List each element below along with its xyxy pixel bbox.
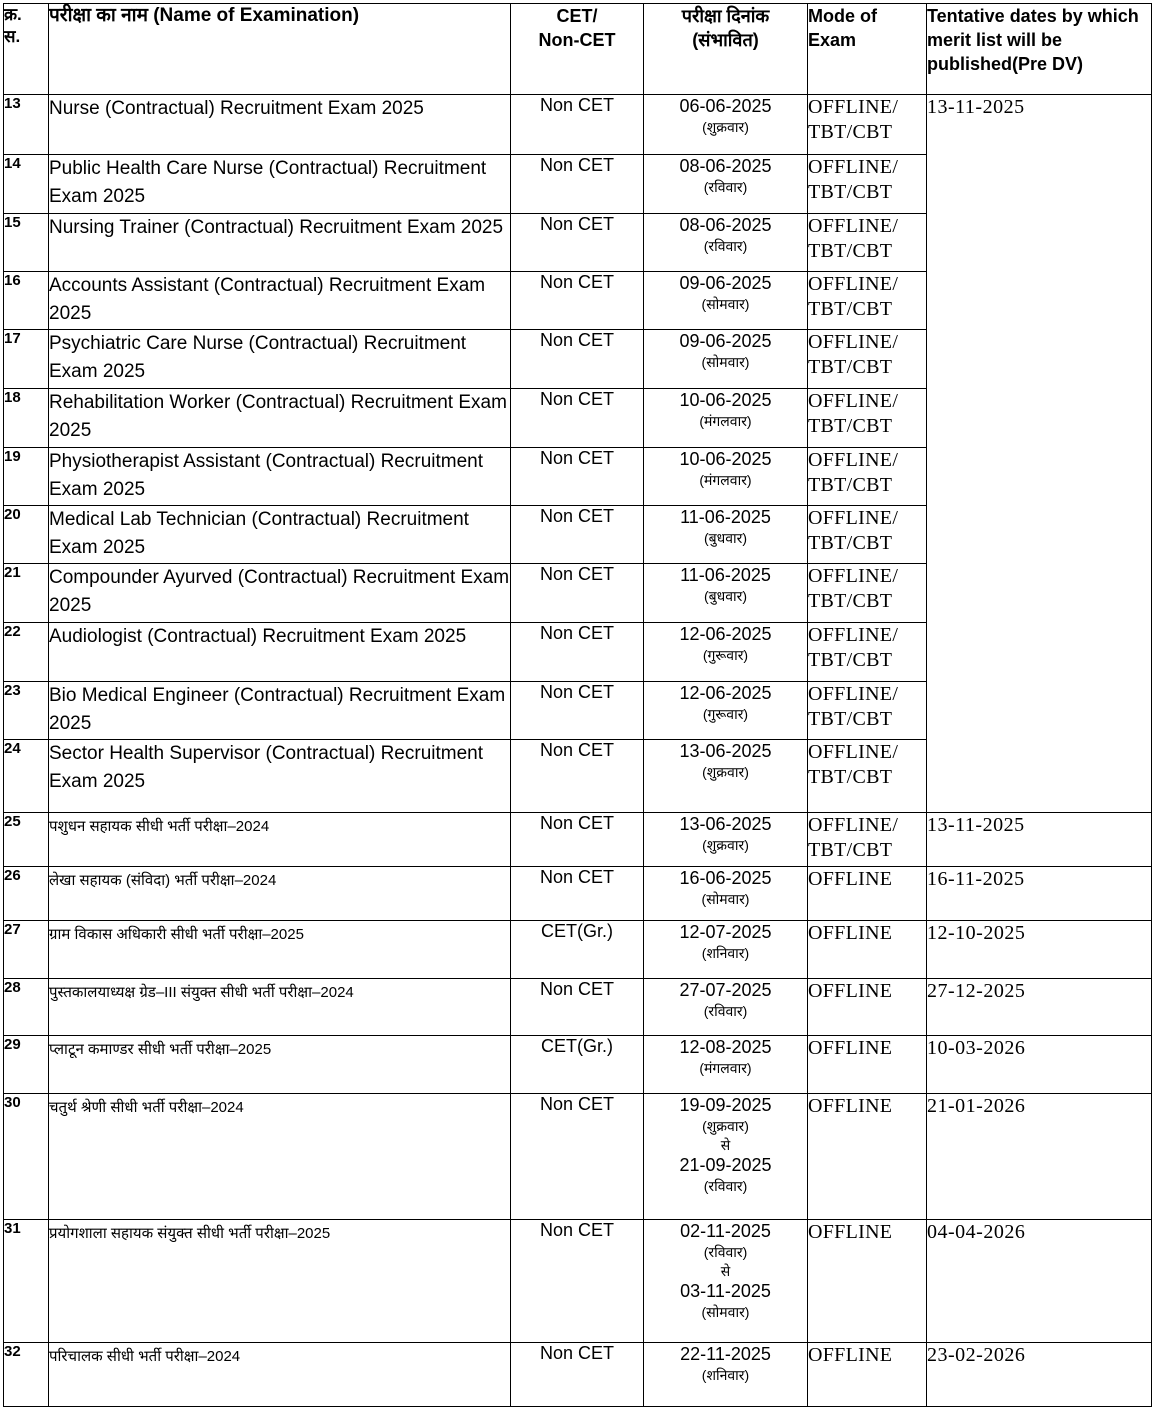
exam-mode-cell: OFFLINE bbox=[808, 867, 927, 921]
serial-number-cell: 27 bbox=[4, 921, 49, 979]
cet-type-cell: Non CET bbox=[511, 813, 644, 867]
serial-number-cell: 25 bbox=[4, 813, 49, 867]
header-merit-date: Tentative dates by which merit list will be published(Pre DV) bbox=[927, 4, 1152, 95]
exam-mode-cell: OFFLINE/ TBT/CBT bbox=[808, 272, 927, 330]
cet-type-cell: Non CET bbox=[511, 979, 644, 1036]
header-row bbox=[4, 4, 1152, 95]
exam-date-cell: 09-06-2025 (सोमवार) bbox=[644, 330, 808, 389]
serial-number-cell: 28 bbox=[4, 979, 49, 1036]
exam-name-cell: Bio Medical Engineer (Contractual) Recruitment Exam 2025 bbox=[49, 682, 511, 740]
serial-number-cell: 31 bbox=[4, 1220, 49, 1343]
table-row bbox=[4, 95, 1152, 155]
serial-number-cell: 17 bbox=[4, 330, 49, 389]
cet-type-cell: Non CET bbox=[511, 155, 644, 214]
exam-name-cell: Public Health Care Nurse (Contractual) Recruitment Exam 2025 bbox=[49, 155, 511, 214]
cet-type-cell: Non CET bbox=[511, 330, 644, 389]
exam-date-cell: 12-07-2025 (शनिवार) bbox=[644, 921, 808, 979]
exam-mode-cell: OFFLINE bbox=[808, 1094, 927, 1220]
exam-date-cell: 11-06-2025 (बुधवार) bbox=[644, 506, 808, 564]
exam-name-cell: चतुर्थ श्रेणी सीधी भर्ती परीक्षा–2024 bbox=[49, 1094, 511, 1220]
exam-name-cell: Psychiatric Care Nurse (Contractual) Recruitment Exam 2025 bbox=[49, 330, 511, 389]
table-row bbox=[4, 1220, 1152, 1343]
exam-name-cell: Nursing Trainer (Contractual) Recruitment Exam 2025 bbox=[49, 214, 511, 272]
exam-date-cell: 08-06-2025 (रविवार) bbox=[644, 155, 808, 214]
cet-type-cell: Non CET bbox=[511, 682, 644, 740]
merit-date-cell: 16-11-2025 bbox=[927, 867, 1152, 921]
cet-type-cell: Non CET bbox=[511, 1094, 644, 1220]
cet-type-cell: Non CET bbox=[511, 506, 644, 564]
exam-name-cell: ग्राम विकास अधिकारी सीधी भर्ती परीक्षा–2025 bbox=[49, 921, 511, 979]
table-row bbox=[4, 921, 1152, 979]
serial-number-cell: 30 bbox=[4, 1094, 49, 1220]
table-row bbox=[4, 1036, 1152, 1094]
merit-date-cell: 13-11-2025 bbox=[927, 95, 1152, 813]
serial-number-cell: 16 bbox=[4, 272, 49, 330]
cet-type-cell: Non CET bbox=[511, 740, 644, 813]
exam-mode-cell: OFFLINE bbox=[808, 1220, 927, 1343]
cet-type-cell: Non CET bbox=[511, 389, 644, 448]
exam-date-cell: 27-07-2025 (रविवार) bbox=[644, 979, 808, 1036]
exam-name-cell: Sector Health Supervisor (Contractual) Recruitment Exam 2025 bbox=[49, 740, 511, 813]
header-exam-date: परीक्षा दिनांक (संभावित) bbox=[644, 4, 808, 95]
serial-number-cell: 23 bbox=[4, 682, 49, 740]
cet-type-cell: Non CET bbox=[511, 272, 644, 330]
exam-date-cell: 13-06-2025 (शुक्रवार) bbox=[644, 813, 808, 867]
serial-number-cell: 32 bbox=[4, 1343, 49, 1407]
merit-date-cell: 21-01-2026 bbox=[927, 1094, 1152, 1220]
header-mode: Mode of Exam bbox=[808, 4, 927, 95]
exam-name-cell: पुस्तकालयाध्यक्ष ग्रेड–III संयुक्त सीधी भर्ती परीक्षा–2024 bbox=[49, 979, 511, 1036]
exam-name-cell: Compounder Ayurved (Contractual) Recruitment Exam 2025 bbox=[49, 564, 511, 623]
merit-date-cell: 12-10-2025 bbox=[927, 921, 1152, 979]
exam-mode-cell: OFFLINE bbox=[808, 1036, 927, 1094]
cet-type-cell: Non CET bbox=[511, 214, 644, 272]
exam-mode-cell: OFFLINE bbox=[808, 1343, 927, 1407]
exam-name-cell: प्लाटून कमाण्डर सीधी भर्ती परीक्षा–2025 bbox=[49, 1036, 511, 1094]
exam-mode-cell: OFFLINE/ TBT/CBT bbox=[808, 448, 927, 506]
merit-date-cell: 10-03-2026 bbox=[927, 1036, 1152, 1094]
exam-date-cell: 06-06-2025 (शुक्रवार) bbox=[644, 95, 808, 155]
exam-name-cell: Accounts Assistant (Contractual) Recruitment Exam 2025 bbox=[49, 272, 511, 330]
serial-number-cell: 13 bbox=[4, 95, 49, 155]
cet-type-cell: CET(Gr.) bbox=[511, 921, 644, 979]
exam-mode-cell: OFFLINE/ TBT/CBT bbox=[808, 623, 927, 682]
serial-number-cell: 14 bbox=[4, 155, 49, 214]
exam-mode-cell: OFFLINE/ TBT/CBT bbox=[808, 95, 927, 155]
exam-name-cell: Nurse (Contractual) Recruitment Exam 2025 bbox=[49, 95, 511, 155]
merit-date-cell: 27-12-2025 bbox=[927, 979, 1152, 1036]
exam-date-cell: 12-06-2025 (गुरूवार) bbox=[644, 623, 808, 682]
table-row bbox=[4, 979, 1152, 1036]
exam-date-cell: 22-11-2025 (शनिवार) bbox=[644, 1343, 808, 1407]
exam-date-cell: 02-11-2025 (रविवार) से 03-11-2025 (सोमवार) bbox=[644, 1220, 808, 1343]
exam-mode-cell: OFFLINE bbox=[808, 979, 927, 1036]
cet-type-cell: Non CET bbox=[511, 867, 644, 921]
exam-mode-cell: OFFLINE/ TBT/CBT bbox=[808, 506, 927, 564]
table-row bbox=[4, 813, 1152, 867]
exam-mode-cell: OFFLINE/ TBT/CBT bbox=[808, 389, 927, 448]
exam-name-cell: Rehabilitation Worker (Contractual) Recruitment Exam 2025 bbox=[49, 389, 511, 448]
exam-date-cell: 16-06-2025 (सोमवार) bbox=[644, 867, 808, 921]
exam-mode-cell: OFFLINE/ TBT/CBT bbox=[808, 330, 927, 389]
table-row bbox=[4, 1094, 1152, 1220]
serial-number-cell: 29 bbox=[4, 1036, 49, 1094]
exam-name-cell: Audiologist (Contractual) Recruitment Exam 2025 bbox=[49, 623, 511, 682]
serial-number-cell: 18 bbox=[4, 389, 49, 448]
exam-mode-cell: OFFLINE/ TBT/CBT bbox=[808, 813, 927, 867]
serial-number-cell: 22 bbox=[4, 623, 49, 682]
exam-mode-cell: OFFLINE/ TBT/CBT bbox=[808, 214, 927, 272]
exam-date-cell: 19-09-2025 (शुक्रवार) से 21-09-2025 (रविवार) bbox=[644, 1094, 808, 1220]
exam-date-cell: 10-06-2025 (मंगलवार) bbox=[644, 448, 808, 506]
cet-type-cell: Non CET bbox=[511, 1220, 644, 1343]
serial-number-cell: 21 bbox=[4, 564, 49, 623]
exam-date-cell: 13-06-2025 (शुक्रवार) bbox=[644, 740, 808, 813]
serial-number-cell: 19 bbox=[4, 448, 49, 506]
merit-date-cell: 23-02-2026 bbox=[927, 1343, 1152, 1407]
exam-date-cell: 09-06-2025 (सोमवार) bbox=[644, 272, 808, 330]
exam-date-cell: 08-06-2025 (रविवार) bbox=[644, 214, 808, 272]
exam-name-cell: परिचालक सीधी भर्ती परीक्षा–2024 bbox=[49, 1343, 511, 1407]
exam-mode-cell: OFFLINE/ TBT/CBT bbox=[808, 682, 927, 740]
header-exam-name: परीक्षा का नाम (Name of Examination) bbox=[49, 4, 511, 95]
table-row bbox=[4, 1343, 1152, 1407]
cet-type-cell: Non CET bbox=[511, 564, 644, 623]
exam-name-cell: पशुधन सहायक सीधी भर्ती परीक्षा–2024 bbox=[49, 813, 511, 867]
serial-number-cell: 15 bbox=[4, 214, 49, 272]
cet-type-cell: Non CET bbox=[511, 95, 644, 155]
header-serial-number: क्र. स. bbox=[4, 4, 49, 95]
exam-name-cell: Physiotherapist Assistant (Contractual) Recruitment Exam 2025 bbox=[49, 448, 511, 506]
cet-type-cell: Non CET bbox=[511, 448, 644, 506]
exam-date-cell: 11-06-2025 (बुधवार) bbox=[644, 564, 808, 623]
exam-name-cell: लेखा सहायक (संविदा) भर्ती परीक्षा–2024 bbox=[49, 867, 511, 921]
exam-mode-cell: OFFLINE bbox=[808, 921, 927, 979]
exam-name-cell: Medical Lab Technician (Contractual) Recruitment Exam 2025 bbox=[49, 506, 511, 564]
merit-date-cell: 13-11-2025 bbox=[927, 813, 1152, 867]
header-cet: CET/ Non-CET bbox=[511, 4, 644, 95]
table-row bbox=[4, 867, 1152, 921]
exam-name-cell: प्रयोगशाला सहायक संयुक्त सीधी भर्ती परीक्षा–2025 bbox=[49, 1220, 511, 1343]
cet-type-cell: CET(Gr.) bbox=[511, 1036, 644, 1094]
exam-schedule-table bbox=[3, 3, 1152, 1407]
serial-number-cell: 24 bbox=[4, 740, 49, 813]
merit-date-cell: 04-04-2026 bbox=[927, 1220, 1152, 1343]
serial-number-cell: 20 bbox=[4, 506, 49, 564]
cet-type-cell: Non CET bbox=[511, 623, 644, 682]
exam-date-cell: 12-06-2025 (गुरूवार) bbox=[644, 682, 808, 740]
exam-mode-cell: OFFLINE/ TBT/CBT bbox=[808, 740, 927, 813]
exam-date-cell: 12-08-2025 (मंगलवार) bbox=[644, 1036, 808, 1094]
exam-date-cell: 10-06-2025 (मंगलवार) bbox=[644, 389, 808, 448]
exam-mode-cell: OFFLINE/ TBT/CBT bbox=[808, 155, 927, 214]
serial-number-cell: 26 bbox=[4, 867, 49, 921]
cet-type-cell: Non CET bbox=[511, 1343, 644, 1407]
exam-mode-cell: OFFLINE/ TBT/CBT bbox=[808, 564, 927, 623]
